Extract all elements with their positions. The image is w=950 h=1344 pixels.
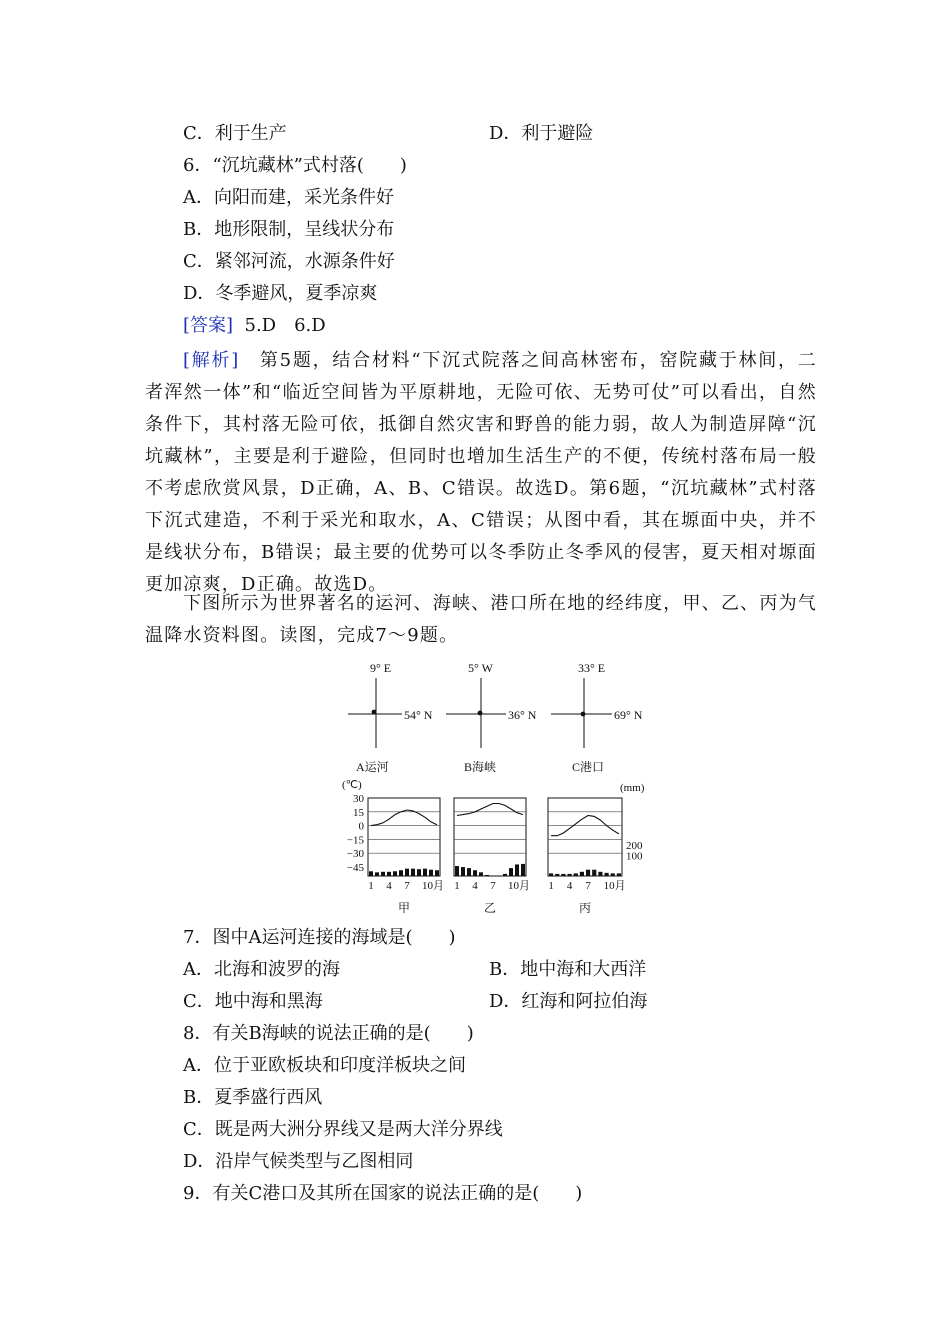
precip-bar	[509, 868, 513, 876]
temp-tick-label: −45	[346, 862, 364, 874]
precip-bar	[521, 864, 525, 876]
precip-unit-label: (mm)	[620, 782, 645, 794]
geography-figure	[336, 656, 656, 918]
month-tick-label: 7	[585, 880, 591, 892]
precip-bar	[598, 872, 602, 876]
climate-chart-frame	[368, 798, 440, 876]
month-tick-label: 10月	[508, 880, 530, 892]
intro-text: 下图所示为世界著名的运河、海峡、港口所在地的经纬度，甲、乙、丙为气温降水资料图。读图，完成7～9题。	[145, 593, 817, 646]
location-a-lon: 9° E	[370, 661, 392, 675]
location-a-crosshair	[348, 661, 433, 774]
precip-bar	[381, 872, 385, 876]
precip-bar	[568, 874, 572, 876]
precip-bar	[549, 873, 553, 876]
temp-tick-label: −15	[346, 834, 364, 847]
temp-tick-label: 15	[353, 806, 364, 819]
q7-option-d: D．红海和阿拉伯海	[489, 991, 648, 1012]
month-tick-label: 4	[566, 880, 573, 892]
analysis-text: 第5题，结合材料“下沉式院落之间高林密布，窑院藏于林间，二者浑然一体”和“临近空间皆为平原耕地，无险可依、无势可仗”可以看出，自然条件下，其村落无险可依，抵御自然灾害和野兽的能力弱，故人为制造屏障“沉坑藏林”，主要是利于避险，但同时也增加生活生产的不便，传统村落布局一般不考虑欣赏风景，D正确，A、B、C错误。故选D。第6题，“沉坑藏林”式村落下沉式建造，不利于采光和取水，A、C错误；从图中看，其在塬面中央，并不是线状分布，B错误；最主要的优势可以冬季防止冬季风的侵害，夏天相对塬面更加凉爽，D正确。故选D。	[145, 350, 817, 595]
precip-bar	[461, 867, 465, 876]
climate-chart-frame	[454, 798, 526, 876]
q5-option-c: C．利于生产	[183, 123, 287, 144]
temp-tick-label: 30	[353, 793, 364, 805]
location-b-dot	[478, 711, 483, 716]
climate-chart-3	[548, 798, 626, 915]
precip-bar	[429, 870, 433, 876]
location-c-crosshair	[551, 661, 643, 774]
precip-bar	[369, 871, 373, 876]
location-c-label: C港口	[572, 760, 605, 774]
precip-bar	[479, 872, 483, 876]
climate-chart-label: 甲	[397, 901, 411, 915]
precip-bar	[423, 869, 427, 876]
precip-bar	[586, 870, 590, 876]
precip-bar	[580, 872, 584, 876]
temperature-axis-ticks	[347, 793, 365, 874]
precip-bar	[467, 868, 471, 876]
month-tick-label: 4	[386, 880, 392, 892]
precip-bar	[399, 870, 403, 876]
q7-option-b: B．地中海和大西洋	[489, 959, 647, 980]
precip-bar	[417, 869, 421, 876]
climate-chart-1	[368, 798, 444, 915]
q7-option-c: C．地中海和黑海	[183, 991, 323, 1012]
precip-bar	[555, 874, 559, 876]
answer-text: 5.D 6.D	[244, 315, 326, 336]
precip-bar	[611, 873, 615, 876]
precip-bar	[503, 874, 507, 876]
precip-tick-label: 100	[626, 850, 643, 863]
precip-bar	[387, 872, 391, 876]
location-b-lat: 36° N	[508, 708, 537, 722]
month-tick-label: 7	[404, 880, 410, 892]
analysis-paragraph	[145, 345, 817, 601]
month-tick-label: 4	[472, 880, 478, 892]
climate-charts	[368, 798, 626, 915]
precip-bar	[435, 870, 439, 876]
precip-bar	[561, 874, 565, 876]
temp-unit-label: (℃)	[342, 779, 362, 791]
precip-bar	[375, 872, 379, 876]
precip-bar	[605, 873, 609, 876]
precip-tick-label: 200	[626, 840, 643, 852]
location-a-dot	[372, 710, 377, 715]
q7-option-a: A．北海和波罗的海	[183, 959, 340, 980]
month-tick-label: 1	[548, 880, 554, 892]
precip-bar	[411, 869, 415, 876]
temperature-curve	[457, 804, 523, 816]
location-c-lat: 69° N	[614, 708, 643, 722]
answer-tag: [答案]	[183, 315, 234, 336]
climate-chart-frame	[548, 798, 622, 876]
month-tick-label: 10月	[603, 880, 626, 892]
precip-bar	[592, 870, 596, 876]
location-b-label: B海峡	[464, 760, 497, 774]
precipitation-axis-ticks	[626, 840, 643, 863]
precip-bar	[405, 869, 409, 876]
analysis-tag: [解析]	[183, 350, 240, 371]
month-tick-label: 10月	[422, 880, 444, 892]
precip-bar	[515, 864, 519, 876]
location-a-label: A运河	[356, 760, 389, 774]
location-a-lat: 54° N	[404, 708, 433, 722]
climate-chart-label: 乙	[483, 901, 497, 915]
month-tick-label: 7	[490, 880, 496, 892]
temp-tick-label: 0	[358, 820, 364, 833]
location-b-crosshair	[446, 661, 537, 774]
precip-bar	[574, 873, 578, 876]
location-c-lon: 33° E	[578, 661, 606, 675]
precip-bar	[485, 875, 489, 876]
month-tick-label: 1	[368, 880, 374, 892]
month-tick-label: 1	[454, 880, 460, 892]
climate-chart-label: 丙	[578, 901, 592, 915]
location-c-dot	[581, 712, 586, 717]
precip-bar	[393, 871, 397, 876]
location-b-lon: 5° W	[468, 661, 493, 675]
precip-bar	[455, 866, 459, 876]
temperature-curve	[371, 810, 437, 826]
precip-bar	[617, 873, 621, 876]
q5-option-d: D．利于避险	[489, 123, 594, 144]
temp-tick-label: −30	[346, 848, 364, 861]
climate-chart-2	[454, 798, 530, 915]
intro-paragraph	[145, 588, 817, 652]
precip-bar	[473, 870, 477, 876]
